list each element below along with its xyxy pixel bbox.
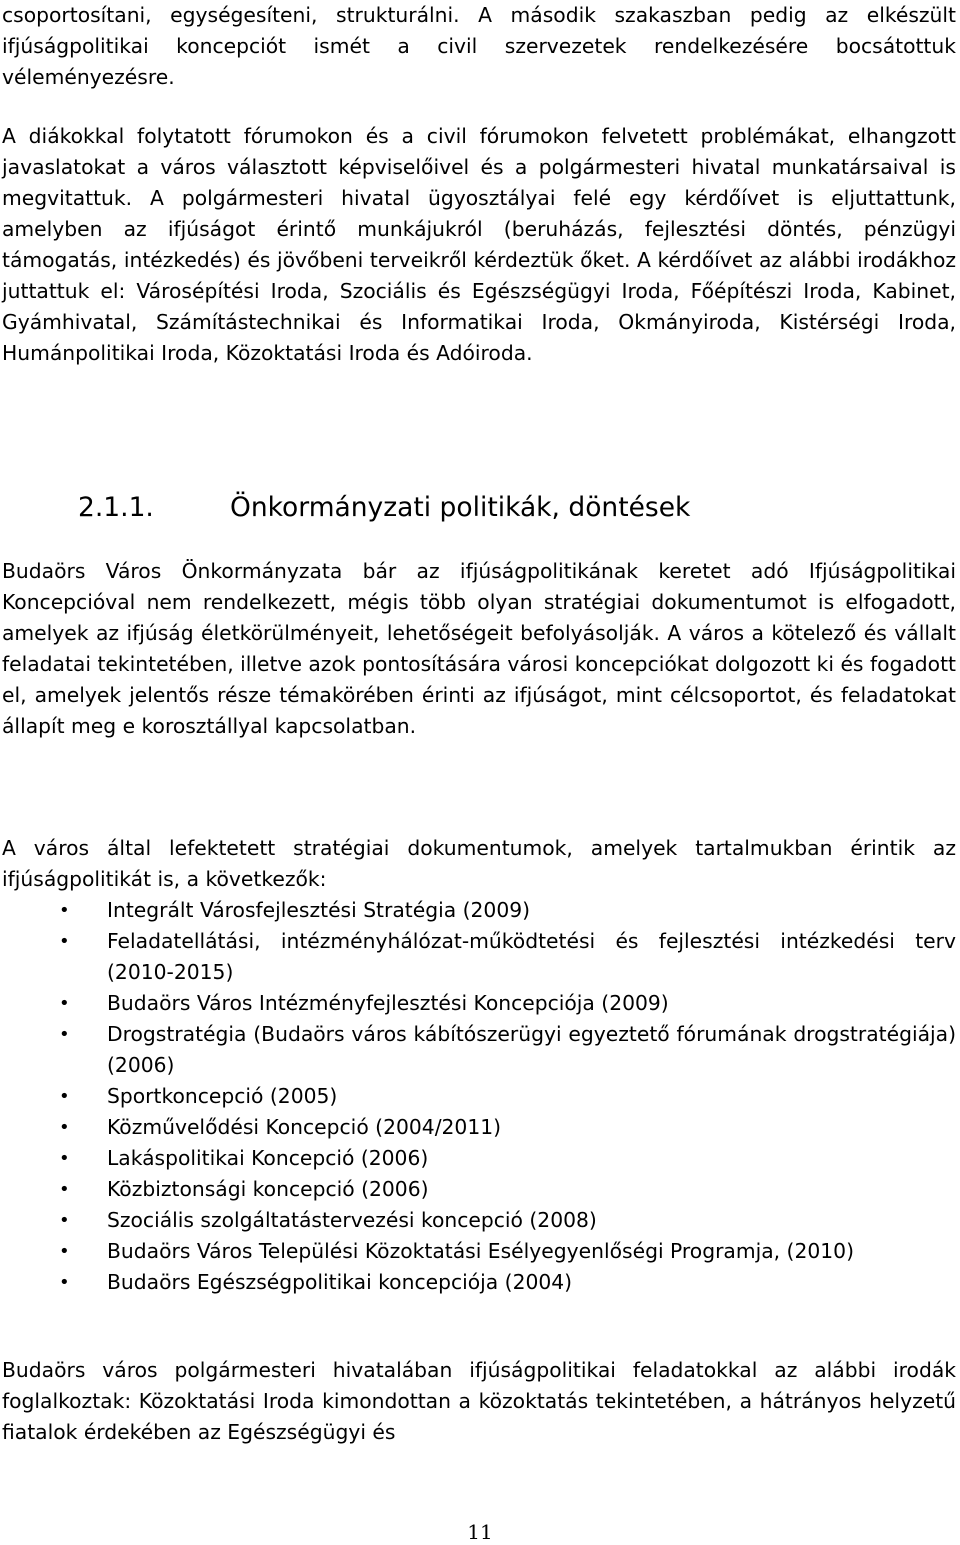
bullet-icon: • — [59, 1024, 70, 1045]
bullet-icon: • — [59, 1117, 70, 1138]
bullet-icon: • — [59, 1241, 70, 1262]
bullet-icon: • — [59, 931, 70, 952]
paragraph-offices: Budaörs város polgármesteri hivatalában ifjúságpolitikai feladatokkal az alábbi irodák foglalkoztak: Közoktatási Iroda kimondottan a közoktatás tekintetében, a hátrányos helyzetű fiatalok érdekében az Egészségügyi és — [2, 1358, 956, 1444]
list-item-text: Feladatellátási, intézményhálózat-működtetési és fejlesztési intézkedési terv (2010-2015) — [107, 929, 956, 984]
section-title: Önkormányzati politikák, döntések — [230, 492, 691, 523]
section-heading — [78, 489, 938, 527]
list-item — [2, 1267, 956, 1298]
bullet-icon: • — [59, 1272, 70, 1293]
bullet-icon: • — [59, 1179, 70, 1200]
list-item — [2, 1019, 956, 1081]
paragraph-intro: csoportosítani, egységesíteni, strukturálni. A második szakaszban pedig az elkészült ifjúságpolitikai koncepciót ismét a civil szervezetek rendelkezésére bocsátottuk véleményezésre. — [2, 3, 956, 89]
page-number: 11 — [467, 1520, 493, 1544]
list-item-text: Drogstratégia (Budaörs város kábítószerügyi egyeztető fórumának drogstratégiája) (2006) — [107, 1022, 956, 1077]
list-item-text: Integrált Városfejlesztési Stratégia (2009) — [107, 898, 531, 922]
list-item — [2, 1205, 956, 1236]
list-item-text: Budaörs Város Intézményfejlesztési Koncepciója (2009) — [107, 991, 669, 1015]
strategy-list — [2, 895, 956, 1298]
list-item — [2, 1174, 956, 1205]
list-item-text: Lakáspolitikai Koncepció (2006) — [107, 1146, 429, 1170]
section-number: 2.1.1. — [78, 492, 154, 523]
list-item-text: Közművelődési Koncepció (2004/2011) — [107, 1115, 502, 1139]
bullet-icon: • — [59, 993, 70, 1014]
list-item-text: Közbiztonsági koncepció (2006) — [107, 1177, 429, 1201]
list-item — [2, 988, 956, 1019]
list-item — [2, 895, 956, 926]
list-item — [2, 926, 956, 988]
list-item-text: Sportkoncepció (2005) — [107, 1084, 338, 1108]
list-item — [2, 1143, 956, 1174]
bullet-icon: • — [59, 1086, 70, 1107]
list-item-text: Szociális szolgáltatástervezési koncepció (2008) — [107, 1208, 597, 1232]
bullet-icon: • — [59, 900, 70, 921]
list-item-text: Budaörs Város Települési Közoktatási Esélyegyenlőségi Programja, (2010) — [107, 1239, 854, 1263]
paragraph-budaors: Budaörs Város Önkormányzata bár az ifjúságpolitikának keretet adó Ifjúságpolitikai Koncepcióval nem rendelkezett, mégis több olyan stratégiai dokumentumot is elfogadott, amelyek az ifjúság életkörülményeit, lehetőségeit befolyásolják. A város a kötelező és vállalt feladatai tekintetében, illetve azok pontosítására városi koncepciókat dolgozott ki és fogadott el, amelyek jelentős része témakörében érinti az ifjúságot, mint célcsoportot, és feladatokat állapít meg e korosztállyal kapcsolatban. — [2, 559, 956, 738]
list-item-text: Budaörs Egészségpolitikai koncepciója (2004) — [107, 1270, 573, 1294]
list-item — [2, 1081, 956, 1112]
list-item — [2, 1236, 956, 1267]
bullet-icon: • — [59, 1148, 70, 1169]
paragraph-forums: A diákokkal folytatott fórumokon és a civil fórumokon felvetett problémákat, elhangzott javaslatokat a város választott képviselőivel és a polgármesteri hivatal munkatársaival is megvitattuk. A polgármesteri hivatal ügyosztályai felé egy kérdőívet is eljuttattunk, amelyben az ifjúságot érintő munkájukról (beruházás, fejlesztési döntés, pénzügyi támogatás, intézkedés) és jövőbeni terveikről kérdeztük őket. A kérdőívet az alábbi irodákhoz juttattuk el: Városépítési Iroda, Szociális és Egészségügyi Iroda, Főépítészi Iroda, Kabinet, Gyámhivatal, Számítástechnikai és Informatikai Iroda, Okmányiroda, Kistérségi Iroda, Humánpolitikai Iroda, Közoktatási Iroda és Adóiroda. — [2, 124, 956, 365]
list-item — [2, 1112, 956, 1143]
paragraph-strategies-intro: A város által lefektetett stratégiai dokumentumok, amelyek tartalmukban érintik az ifjúságpolitikát is, a következők: — [2, 836, 956, 891]
bullet-icon: • — [59, 1210, 70, 1231]
